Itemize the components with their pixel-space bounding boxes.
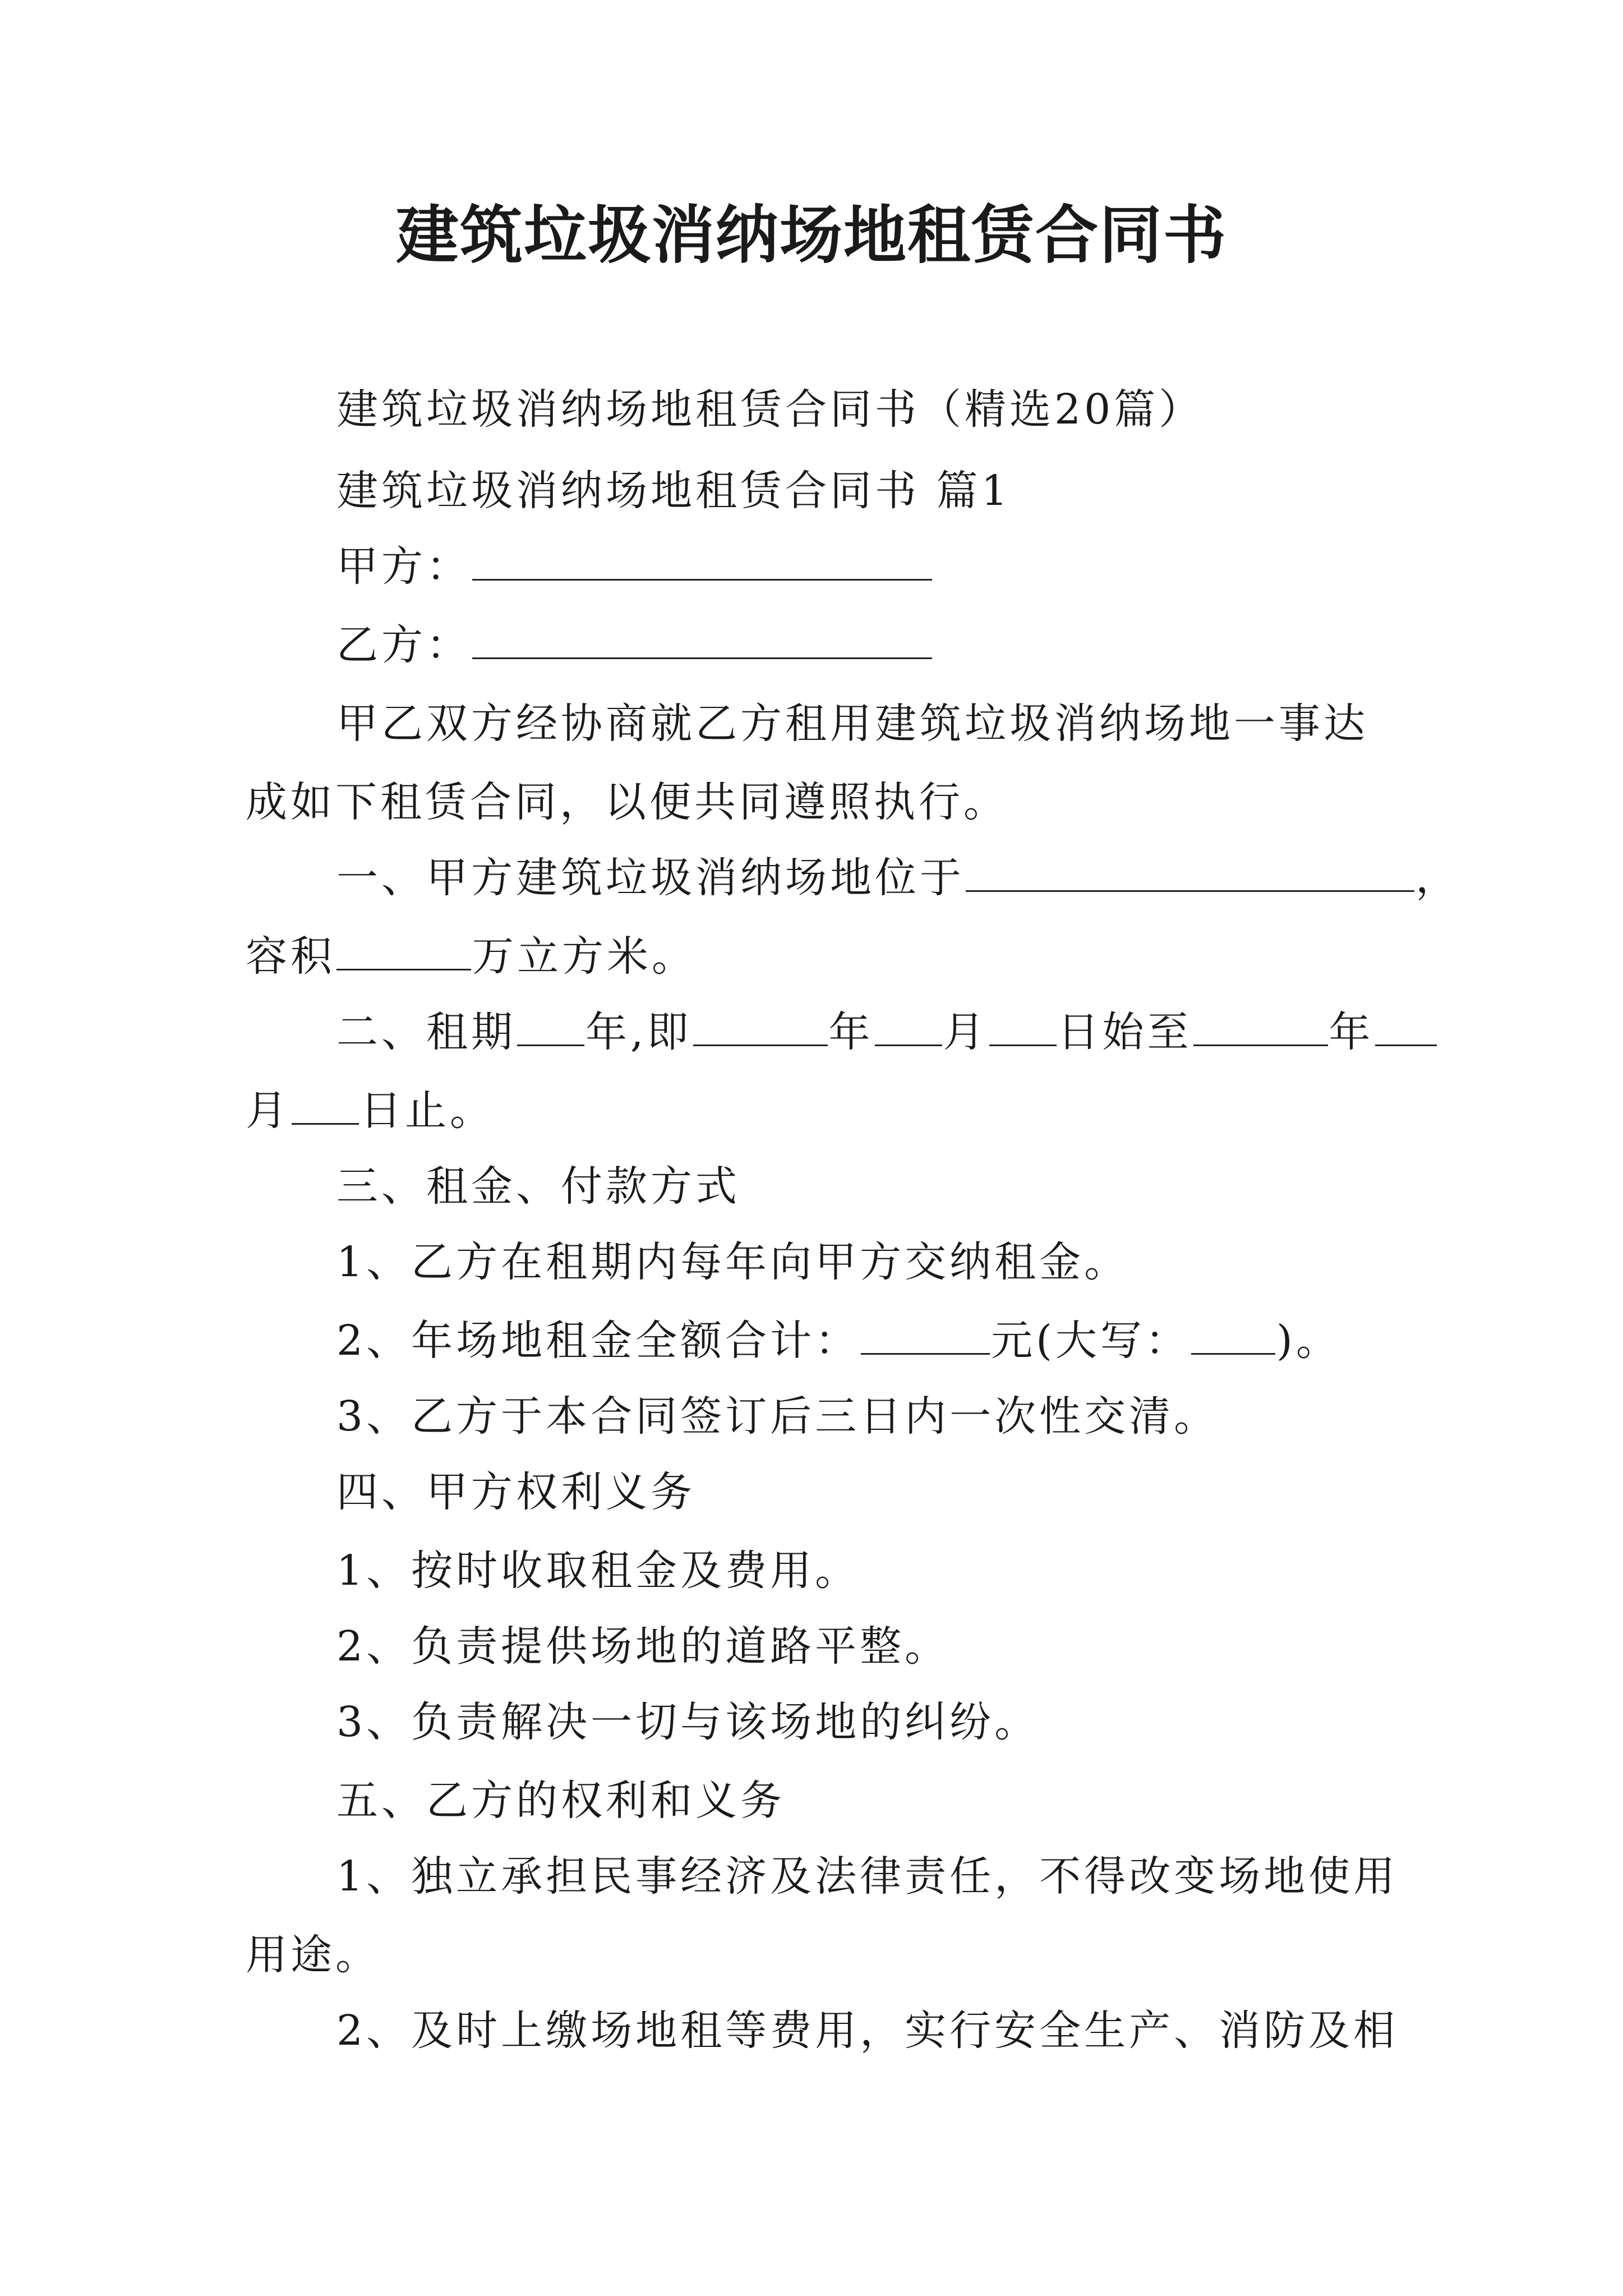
end-day-unit: 日止。 [360, 1087, 495, 1135]
clause-5-item-1 [336, 1848, 1398, 1904]
clause-3-item-2-label: 2、年场地租金全额合计： [336, 1317, 860, 1365]
section-heading-text: 建筑垃圾消纳场地租赁合同书 篇1 [336, 467, 1011, 515]
term-year-text: 年,即 [585, 1008, 692, 1056]
location-blank [966, 851, 1414, 892]
end-year-blank [1193, 1005, 1328, 1046]
intro-line-2 [246, 774, 1008, 830]
clause-4-heading-text: 四、甲方权利义务 [336, 1468, 695, 1516]
clause-2-line-2 [246, 1083, 495, 1139]
clause-4-item-2-text: 2、负责提供场地的道路平整。 [336, 1622, 950, 1671]
clause-5-heading-text: 五、乙方的权利和义务 [336, 1777, 785, 1825]
clause-1-text: 一、甲方建筑垃圾消纳场地位于 [336, 854, 965, 902]
subtitle-text: 建筑垃圾消纳场地租赁合同书（精选20篇） [336, 385, 1204, 434]
party-b-label: 乙方： [336, 621, 471, 669]
rent-amount-unit: 元(大写： [991, 1317, 1190, 1365]
clause-3-item-2 [336, 1313, 1341, 1369]
intro-text-1: 甲乙双方经协商就乙方租用建筑垃圾消纳场地一事达 [336, 700, 1368, 748]
start-year-blank [693, 1005, 828, 1046]
clause-5-item-1-text: 1、独立承担民事经济及法律责任，不得改变场地使用 [336, 1852, 1399, 1901]
clause-3-item-3-text: 3、乙方于本合同签订后三日内一次性交清。 [336, 1392, 1219, 1441]
clause-3-heading [336, 1158, 740, 1214]
end-year-unit: 年 [1329, 1008, 1374, 1056]
rent-words-close: )。 [1276, 1317, 1341, 1365]
party-a-blank [472, 540, 932, 581]
rent-amount-blank [861, 1314, 990, 1355]
volume-unit: 万立方米。 [472, 932, 697, 981]
clause-4-heading [336, 1464, 695, 1520]
clause-1-line-1 [336, 850, 1460, 906]
start-year-unit: 年 [828, 1008, 874, 1056]
clause-4-item-2 [336, 1618, 949, 1674]
clause-5-heading [336, 1773, 785, 1829]
clause-5-item-1-cont [246, 1927, 380, 1983]
party-a-label: 甲方： [336, 542, 471, 591]
section-heading-line [336, 463, 1011, 519]
clause-4-item-1 [336, 1543, 860, 1599]
intro-text-2: 成如下租赁合同，以便共同遵照执行。 [246, 778, 1008, 826]
clause-4-item-3-text: 3、负责解决一切与该场地的纠纷。 [336, 1698, 1040, 1746]
clause-1-comma: ， [1415, 854, 1460, 902]
volume-label: 容积 [246, 932, 335, 981]
start-month-blank [875, 1005, 942, 1046]
document-title: 建筑垃圾消纳场地租赁合同书 [396, 199, 1227, 272]
subtitle-line [336, 381, 1204, 438]
clause-3-item-1-text: 1、乙方在租期内每年向甲方交纳租金。 [336, 1238, 1129, 1286]
clause-4-item-3 [336, 1694, 1039, 1750]
clause-3-item-3 [336, 1388, 1219, 1444]
intro-line-1 [336, 696, 1368, 752]
start-day-unit: 日始至 [1057, 1008, 1192, 1056]
term-label: 二、租期 [336, 1008, 516, 1056]
party-b-blank [472, 618, 932, 659]
party-b-line [336, 617, 933, 673]
clause-2-line-1 [336, 1004, 1438, 1060]
start-month-unit: 月 [943, 1008, 988, 1056]
clause-1-line-2 [246, 928, 697, 984]
start-day-blank [989, 1005, 1057, 1046]
term-years-blank [517, 1005, 584, 1046]
clause-5-item-1-cont-text: 用途。 [246, 1931, 380, 1979]
end-day-blank [292, 1084, 359, 1125]
clause-3-heading-text: 三、租金、付款方式 [336, 1162, 740, 1211]
clause-5-item-2 [336, 2003, 1398, 2059]
clause-5-item-2-text: 2、及时上缴场地租等费用，实行安全生产、消防及相 [336, 2007, 1399, 2055]
party-a-line [336, 539, 933, 595]
end-month-blank-a [1375, 1005, 1437, 1046]
clause-3-item-1 [336, 1234, 1129, 1290]
end-month-unit: 月 [246, 1087, 291, 1135]
rent-words-blank [1191, 1314, 1275, 1355]
clause-4-item-1-text: 1、按时收取租金及费用。 [336, 1547, 860, 1595]
volume-blank [336, 930, 471, 970]
